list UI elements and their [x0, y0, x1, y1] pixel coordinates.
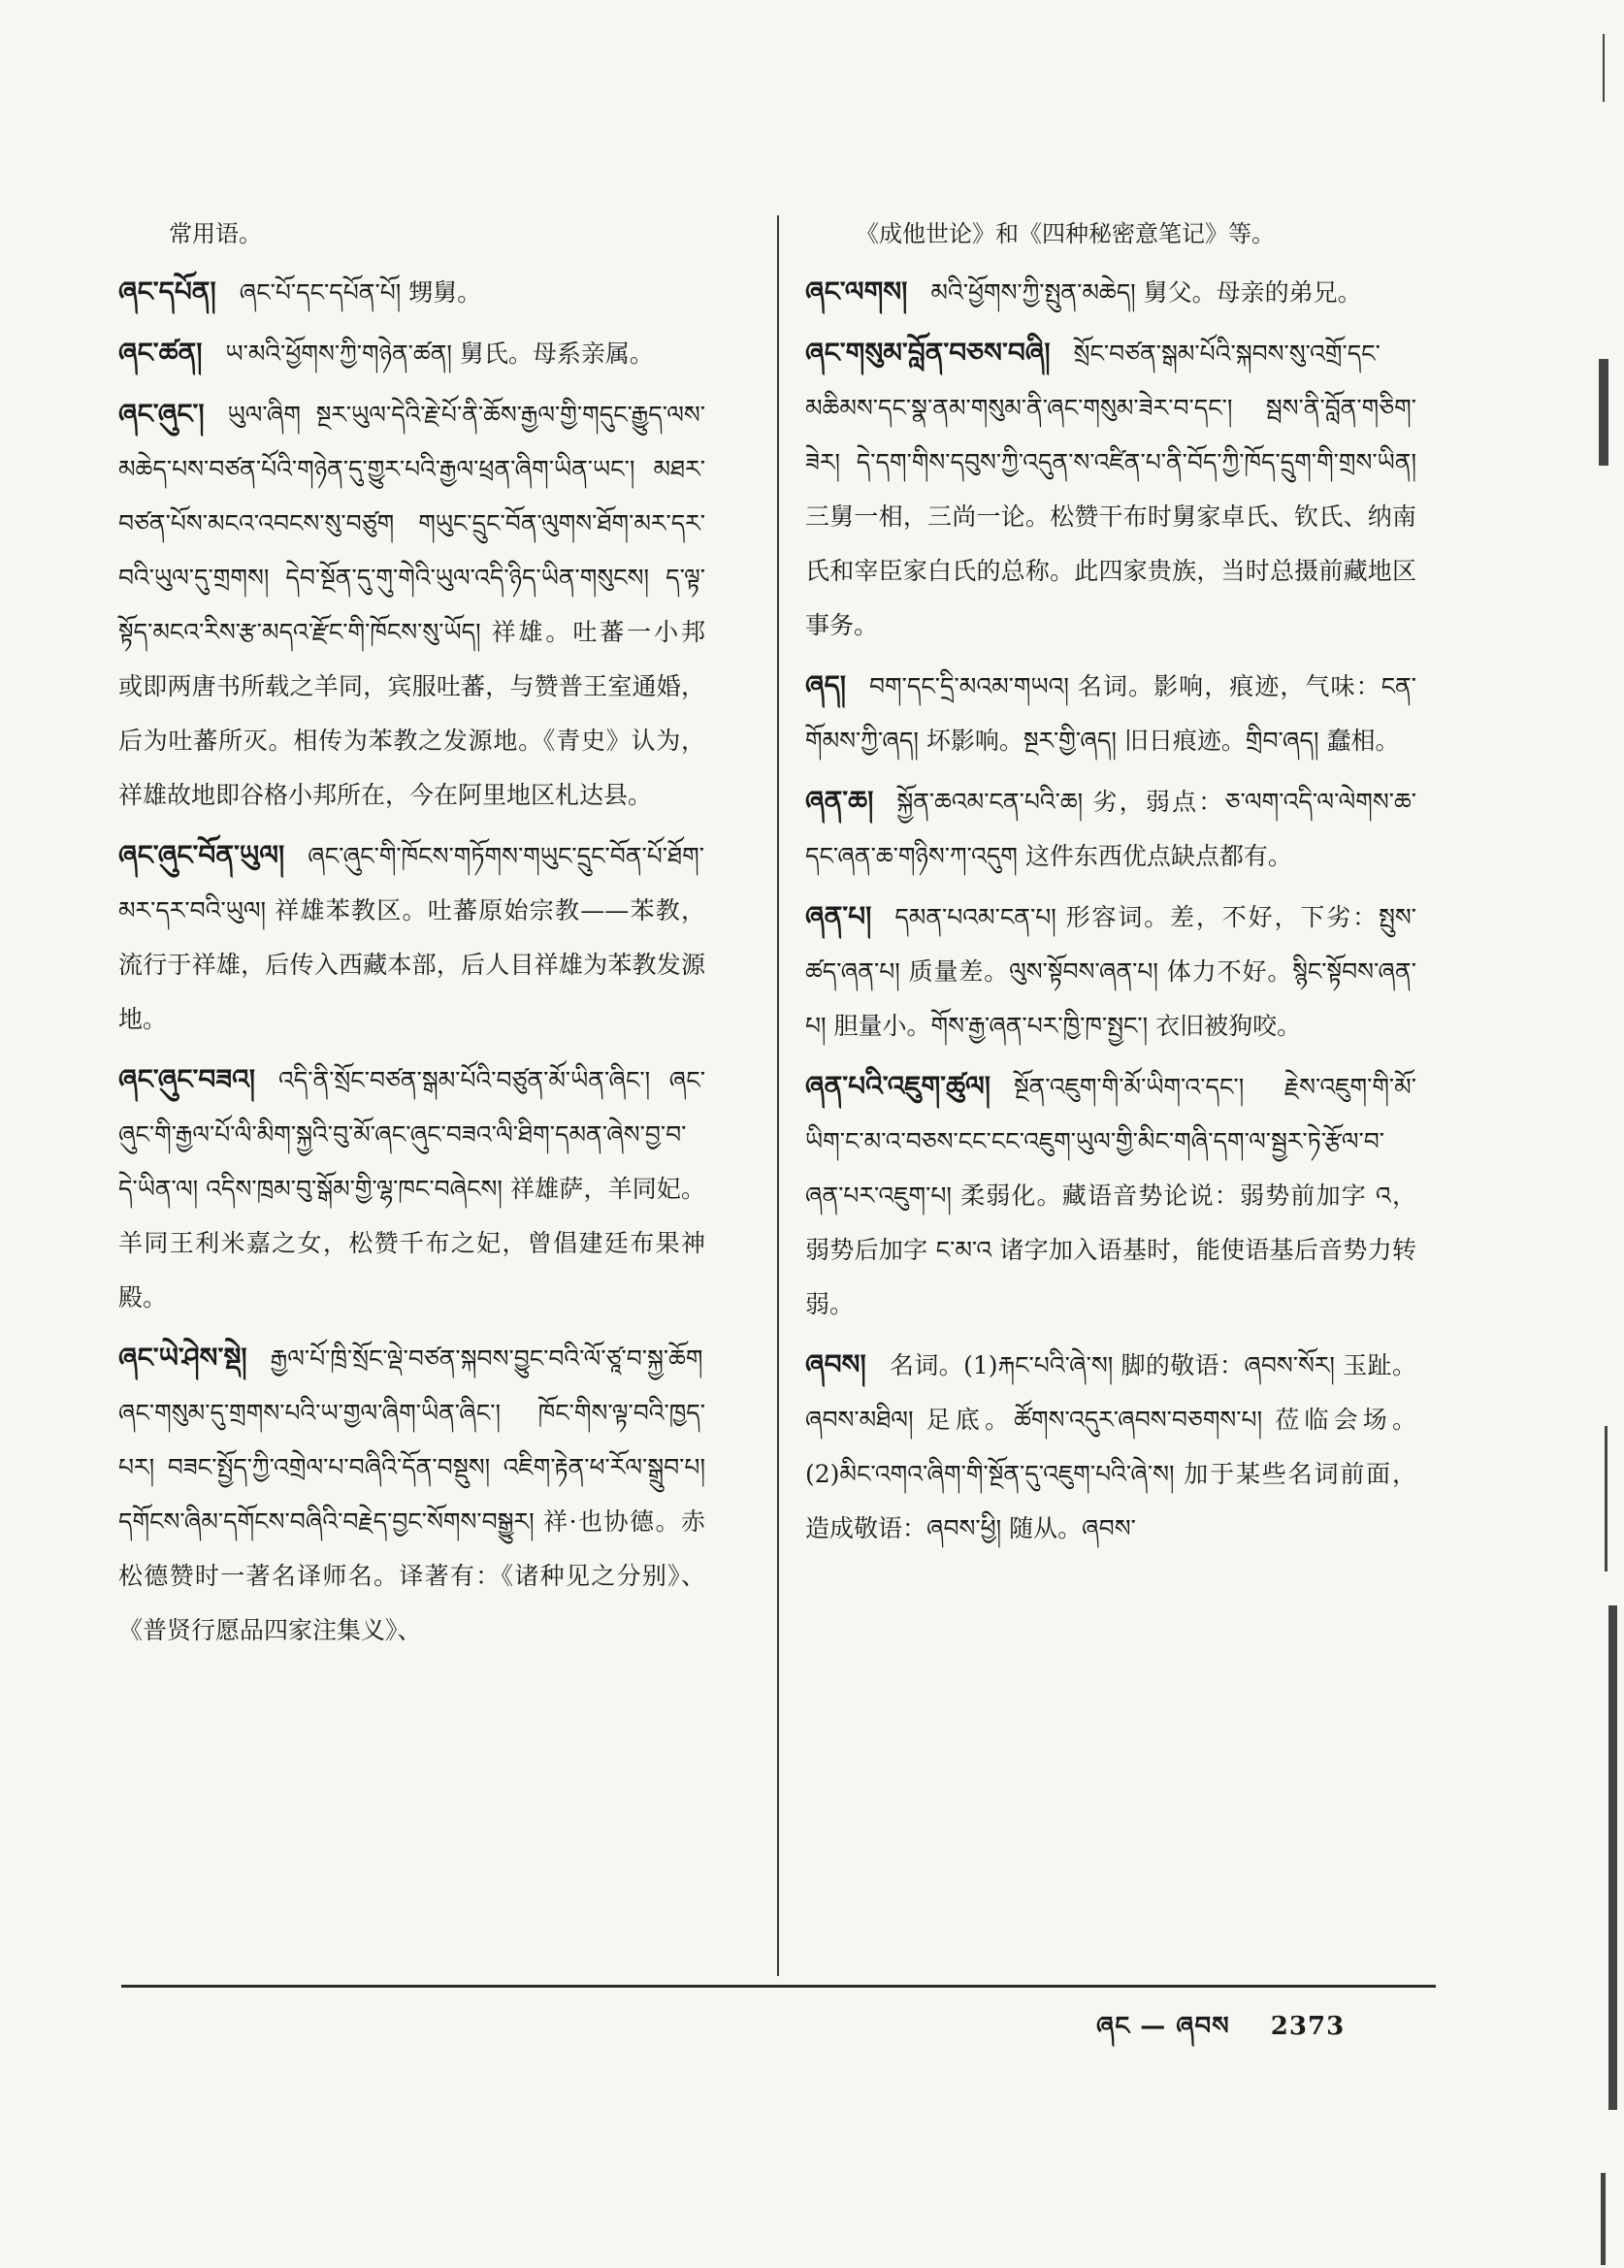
definition: ཞང་ཞུང་གི་ཁོངས་གཏོགས་གཡུང་དྲུང་བོན་པོ་ཐོག་མར་དར་བའི་ཡུལ། 祥雄苯教区。吐蕃原始宗教——苯教，流行于祥雄，后传入西藏本部，后人目祥雄为苯教发源地。: [118, 842, 705, 1033]
dictionary-entry: [805, 265, 1416, 320]
headword: ཞང་ཞུང་།: [118, 398, 205, 430]
dictionary-entry: [118, 387, 705, 823]
definition: དམན་པའམ་ངན་པ། 形容词。差，不好，下劣：སྤུས་ཚད་ཞན་པ། 质量差。ལུས་སྟོབས་ཞན་པ། 体力不好。སྙིང་སྟོབས་ཞན་པ། 胆量小。གོས་རྒྱ་ཞན་པར་ཁྱི་ཁ་སྤྱང་། 衣旧被狗咬。: [805, 903, 1416, 1040]
running-head: ཞང — ཞབས: [1096, 2012, 1230, 2041]
dictionary-entry: [118, 265, 705, 320]
headword: ཞན་པ།: [805, 900, 872, 932]
dictionary-entry: [118, 1053, 705, 1325]
headword: ཞབས།: [805, 1348, 866, 1380]
dictionary-entry: [118, 326, 705, 381]
definition: 名词。(1)རྐང་པའི་ཞེ་ས། 脚的敬语：ཞབས་སོར། 玉趾。ཞབས་མཐིལ། 足底。ཚོགས་འདུར་ཞབས་བཅགས་པ། 莅临会场。(2)མིང་འགའ་ཞིག་གི་སྔོན་དུ་འཇུག་པའི་ཞེ་ས། 加于某些名词前面，造成敬语：ཞབས་ཕྱི། 随从。ཞབས་: [805, 1351, 1416, 1542]
headword: ཞང་ལགས།: [805, 275, 908, 308]
column-divider: [777, 215, 779, 1976]
headword: ཞན་ཆ།: [805, 785, 874, 817]
dictionary-entry: [118, 1331, 705, 1658]
definition: སྐྱོན་ཆའམ་ངན་པའི་ཆ། 劣，弱点：ཅ་ལག་འདི་ལ་ལེགས་ཆ་དང་ཞན་ཆ་གཉིས་ཀ་འདུག 这件东西优点缺点都有。: [805, 788, 1416, 870]
left-column: [118, 209, 705, 1664]
headword: ཞང་ཞུང་བོན་ཡུལ།: [118, 839, 285, 871]
definition: ཞང་པོ་དང་དཔོན་པོ། 甥舅。: [239, 278, 482, 307]
dictionary-entry: [118, 828, 705, 1047]
dictionary-entry: [805, 659, 1416, 768]
headword: ཞང་ཡེ་ཤེས་སྡེ།: [118, 1342, 247, 1374]
page-number: 2373: [1270, 2012, 1346, 2041]
dictionary-entry: [805, 890, 1416, 1053]
definition: བག་དང་དྲི་མའམ་གཡའ། 名词。影响，痕迹，气味：ངན་གོམས་ཀྱི་ཞད། 坏影响。སྔར་གྱི་ཞད། 旧日痕迹。གྲིབ་ཞད། 蠢相。: [805, 672, 1416, 755]
definition: སྔོན་འཇུག་གི་མོ་ཡིག་འ་དང་། རྗེས་འཇུག་གི་མོ་ཡིག་ང་མ་འ་བཅས་ངང་ངང་འཇུག་ཡུལ་གྱི་མིང་གཞི་དག་ལ་སྦྱར་ཏེ་རྩོལ་བ་ཞན་པར་འཇུག་པ། 柔弱化。藏语音势论说：弱势前加字 འ，弱势后加字 ང་མ་འ 诸字加入语基时，能使语基后音势力转弱。: [805, 1073, 1416, 1318]
right-column: [805, 209, 1416, 1562]
definition: འདི་ནི་སྲོང་བཙན་སྒམ་པོའི་བཙུན་མོ་ཡིན་ཞིང་། ཞང་ཞུང་གི་རྒྱལ་པོ་ལི་མིག་སྐྱའི་བུ་མོ་ཞང་ཞུང་བཟའ་ལི་ཐིག་དམན་ཞེས་བྱ་བ་དེ་ཡིན་ལ། འདིས་ཁྲམ་བུ་སྒོམ་གྱི་ལྷ་ཁང་བཞེངས། 祥雄萨，羊同妃。羊同王利米嘉之女，松赞千布之妃，曾倡建廷布果神殿。: [118, 1066, 705, 1312]
definition: ཡུལ་ཞིག སྔར་ཡུལ་དེའི་རྗེ་པོ་ནི་ཆོས་རྒྱལ་གྱི་གདུང་རྒྱུད་ལས་མཆེད་པས་བཙན་པོའི་གཉེན་དུ་གྱུར་པའི་རྒྱལ་ཕྲན་ཞིག་ཡིན་ཡང་། མཐར་བཙན་པོས་མངའ་འབངས་སུ་བཙུག གཡུང་དྲུང་བོན་ལུགས་ཐོག་མར་དར་བའི་ཡུལ་དུ་གྲགས། དེབ་སྔོན་དུ་གུ་གེའི་ཡུལ་འདི་ཉིད་ཡིན་གསུངས། ད་ལྟ་སྟོད་མངའ་རིས་རྩ་མདའ་རྫོང་གི་ཁོངས་སུ་ཡོད། 祥雄。吐蕃一小邦或即两唐书所载之羊同，宾服吐蕃，与赞普王室通婚，后为吐蕃所灭。相传为苯教之发源地。《青史》认为，祥雄故地即谷格小邦所在，今在阿里地区札达县。: [118, 401, 705, 809]
definition: མའི་ཕྱོགས་ཀྱི་སྤུན་མཆེད། 舅父。母亲的弟兄。: [930, 278, 1362, 307]
dictionary-entry: [805, 1059, 1416, 1332]
page-footer: [1096, 1998, 1345, 2069]
headword: ཞང་གསུམ་བློན་བཅས་བཞི།: [805, 337, 1051, 369]
definition: སྲོང་བཙན་སྒམ་པོའི་སྐབས་སུ་འགྲོ་དང་མཆིམས་དང་སྣ་ནམ་གསུམ་ནི་ཞང་གསུམ་ཟེར་བ་དང་། སྦས་ནི་བློན་གཅིག་ཟེར། དེ་དག་གིས་དབུས་ཀྱི་འདུན་ས་འཛིན་པ་ནི་བོད་ཀྱི་ཁོད་དྲུག་གི་གྲས་ཡིན། 三舅一相，三尚一论。松赞干布时舅家卓氏、钦氏、纳南氏和宰臣家白氏的总称。此四家贵族，当时总摄前藏地区事务。: [805, 340, 1416, 639]
definition: རྒྱལ་པོ་ཁྲི་སྲོང་ལྡེ་བཙན་སྐབས་བྱུང་བའི་ལོ་ཙཱ་བ་སྐྱ་ཆོག ཞང་གསུམ་དུ་གྲགས་པའི་ཡ་གྱལ་ཞིག་ཡིན་ཞིང་། ཁོང་གིས་ལྟ་བའི་ཁྱད་པར། བཟང་སྤྱོད་ཀྱི་འགྲེལ་པ་བཞིའི་དོན་བསྡུས། འཇིག་རྟེན་ཕ་རོལ་སྒྲུབ་པ། དགོངས་ཞིམ་དགོངས་བཞིའི་བརྗེད་བྱང་སོགས་བསྒྱུར། 祥·也协德。赤松德赞时一著名译师名。译著有：《诸种见之分别》、《普贤行愿品四家注集义》、: [118, 1345, 705, 1644]
headword: ཞད།: [805, 669, 847, 701]
continued-text: 常用语。: [169, 220, 262, 247]
continued-text: 《成他世论》和《四种秘密意笔记》等。: [856, 220, 1275, 247]
dictionary-entry: [805, 326, 1416, 653]
dictionary-entry: [805, 1338, 1416, 1556]
definition: ཡ་མའི་ཕྱོགས་ཀྱི་གཉེན་ཚན། 舅氏。母系亲属。: [225, 340, 654, 368]
headword: ཞང་ཚན།: [118, 337, 203, 369]
headword: ཞང་དཔོན།: [118, 275, 216, 308]
headword: ཞན་པའི་འཇུག་ཚུལ།: [805, 1070, 991, 1102]
footer-rule: [121, 1985, 1436, 1988]
scan-edge-marks: [1591, 0, 1624, 2268]
dictionary-entry: [805, 774, 1416, 884]
headword: ཞང་ཞུང་བཟའ།: [118, 1063, 256, 1095]
